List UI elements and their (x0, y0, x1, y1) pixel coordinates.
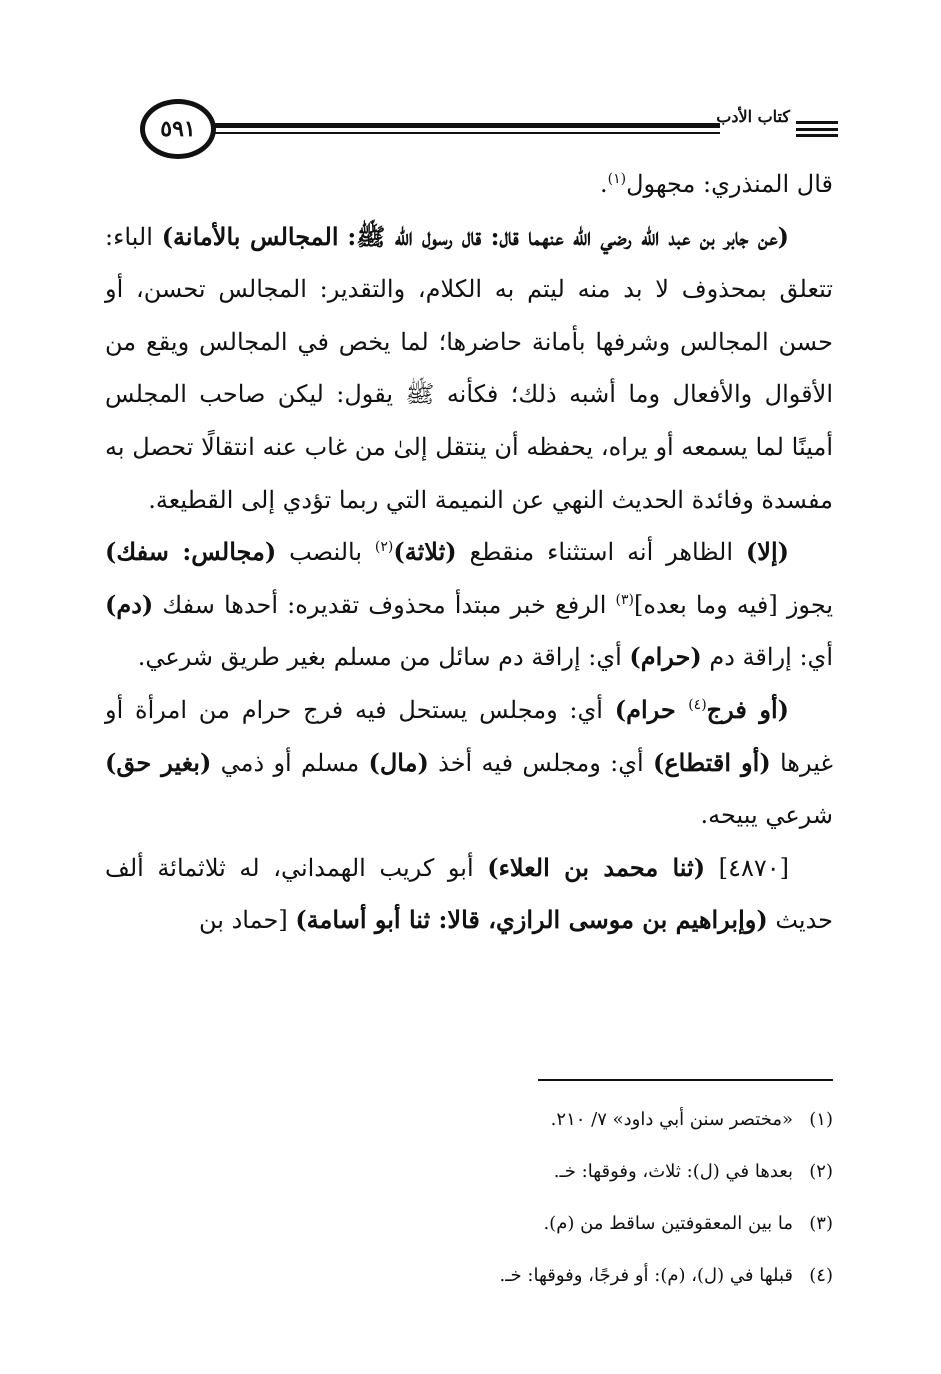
footnote-ref-2[interactable]: (٢) (374, 539, 394, 556)
footnote-ref-3[interactable]: (٣) (615, 591, 634, 608)
footnote-2: (٢)بعدها في (ل): ثلاث، وفوقها: خـ. (553, 1161, 833, 1182)
paragraph-2: (عن جابر بن عبد الله رضي الله عنهما قال: قال رسول الله ﷺ: المجالس بالأمانة) الباء: تتعلق بمحذوف لا بد منه ليتم به الكلام، والتقدير: المجالس تحسن، أو حسن المجالس وشرفها بأمانة حاضرها؛ لما يخص في المجالس ويقع من الأقوال والأفعال وما أشبه ذلك؛ فكأنه ﷺ يقول: ليكن صاحب المجلس أمينًا لما يسمعه أو يراه، يحفظه أن ينتقل إلىٰ من غاب عنه انتقالًا تحصل به مفسدة وفائدة الحديث النهي عن النميمة التي ربما تؤدي إلى القطيعة. (105, 221, 833, 514)
footnote-4: (٤)قبلها في (ل)، (م): أو فرجًا، وفوقها: خـ. (499, 1265, 833, 1286)
footnote-1: (١)«مختصر سنن أبي داود» ٧/ ٢١٠. (550, 1109, 833, 1130)
page-number: ٥٩١ (140, 99, 216, 159)
main-text (105, 158, 833, 947)
header-rule-thick (203, 123, 720, 128)
page-header (108, 95, 838, 165)
paragraph-3: (إلا) الظاهر أنه استثناء منقطع (ثلاثة)$^{(٢)}$ بالنصب (مجالس: سفك) يجوز [فيه وما بعده]$^{(٣)}$ الرفع خبر مبتدأ محذوف تقديره: أحدها سفك (دم) أي: إراقة دم (حرام) أي: إراقة دم سائل من مسلم بغير طريق شرعي. (105, 537, 833, 672)
footnote-separator (538, 1079, 833, 1081)
footnote-ref-1[interactable]: (١) (607, 171, 627, 187)
footnotes (105, 1094, 833, 1302)
footnote-3: (٣)ما بين المعقوفتين ساقط من (م). (543, 1213, 833, 1234)
header-rule-right-bottom (796, 134, 838, 137)
header-rule-thin (203, 132, 720, 134)
paragraph-4: (أو فرج$^{(٤)}$ حرام) أي: ومجلس يستحل فيه فرج حرام من امرأة أو غيرها (أو اقتطاع) أي: ومجلس فيه أخذ (مال) مسلم أو ذمي (بغير حق) شرعي يبيحه. (105, 694, 833, 830)
paragraph-5: [٤٨٧٠] (ثنا محمد بن العلاء) أبو كريب الهمداني، له ثلاثمائة ألف حديث (وإبراهيم بن موسى الرازي، قالا: ثنا أبو أسامة) [حماد بن (105, 852, 833, 935)
footnote-ref-4[interactable]: (٤) (688, 696, 707, 713)
header-rule-right-top (796, 121, 838, 124)
header-rule-right-mid (796, 128, 838, 131)
running-title: كتاب الأدب (716, 107, 790, 126)
paragraph-1: قال المنذري: مجهول$^{(١)}$. (600, 170, 833, 198)
